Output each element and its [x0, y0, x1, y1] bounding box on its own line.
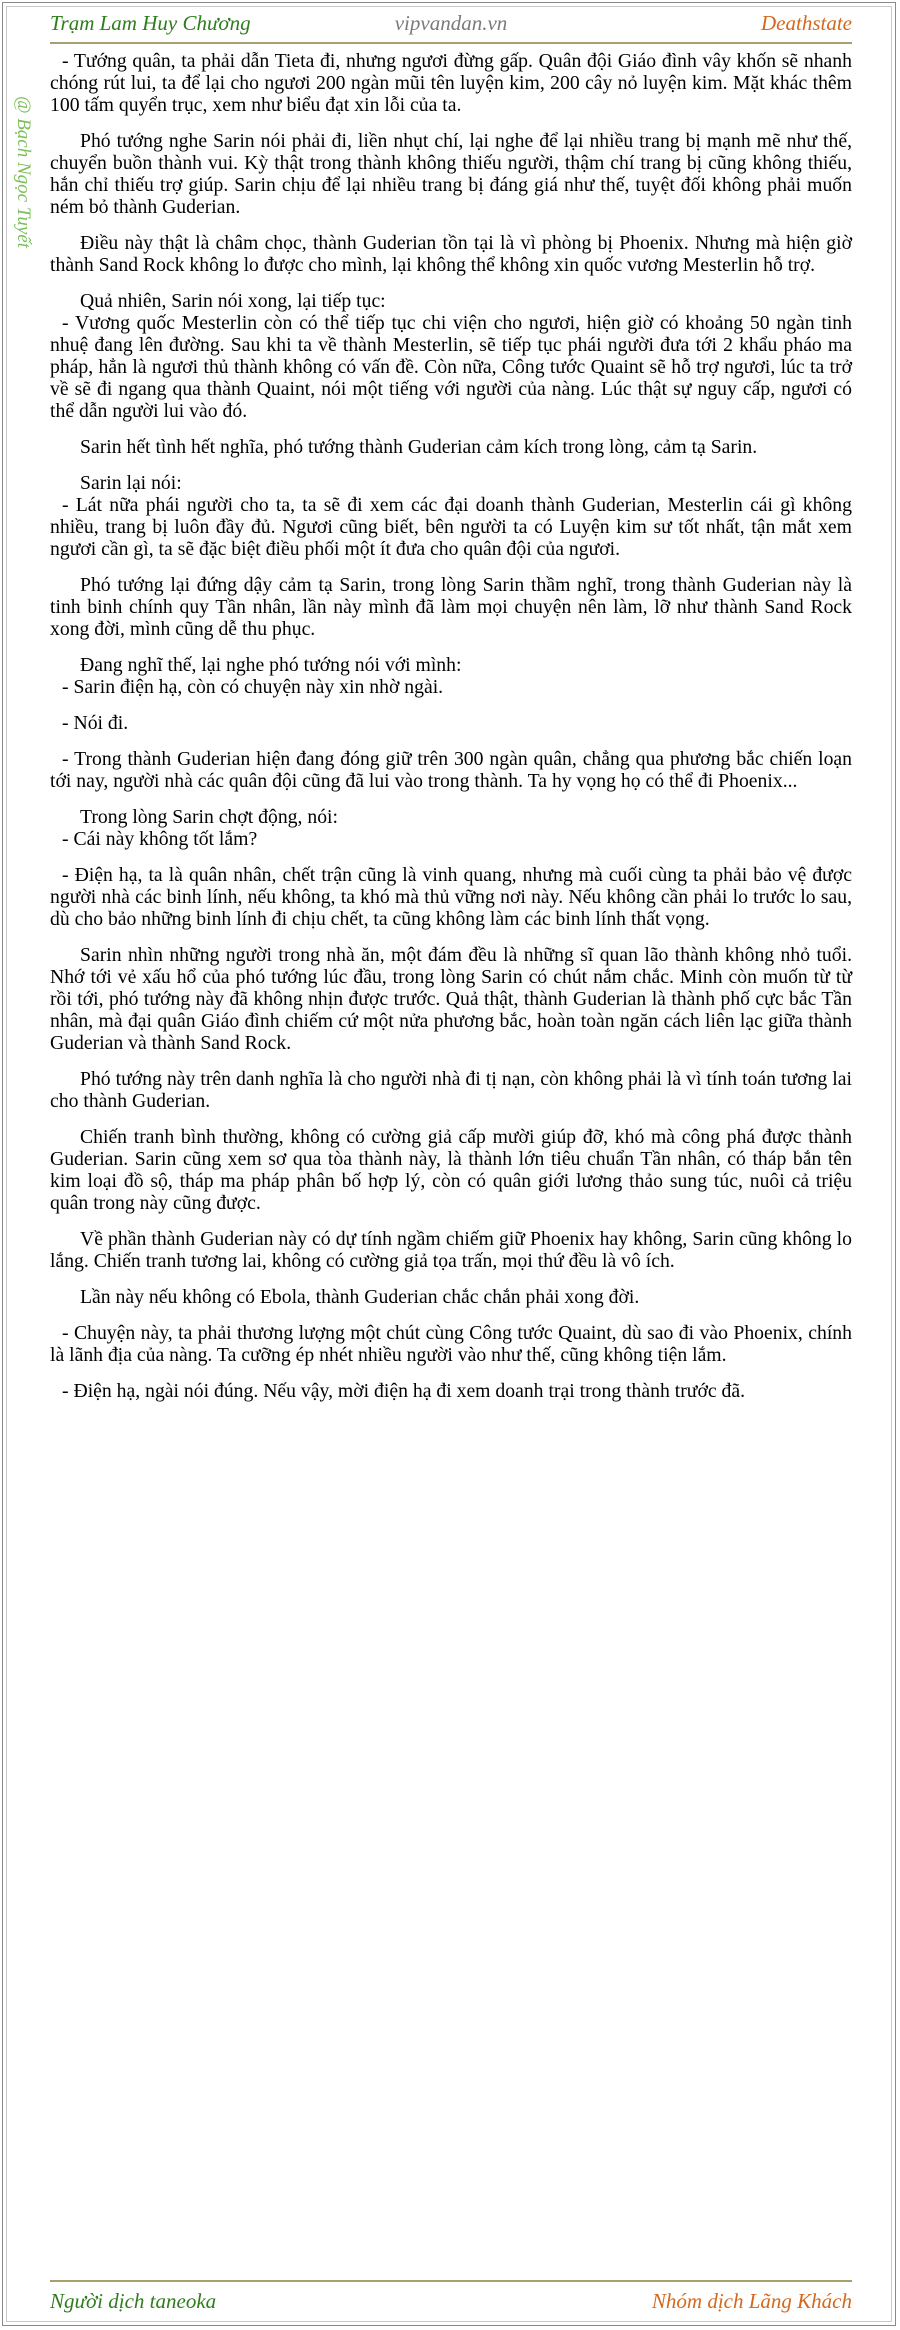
dialogue-paragraph: - Cái này không tốt lắm?	[62, 828, 258, 850]
dialogue-paragraph: - Tướng quân, ta phải dẫn Tieta đi, nhưng ngươi đừng gấp. Quân đội Giáo đình vây khốn sẽ nhanh chóng rút lui, ta để lại cho ngươi 200 ngàn mũi tên luyện kim, 200 cây nỏ luyện kim. Mặt khác thêm 100 tấm quyển trục, xem như biểu đạt xin lỗi của ta.	[50, 50, 852, 116]
narration-paragraph: Trong lòng Sarin chợt động, nói:	[80, 806, 338, 828]
narration-paragraph: Quả nhiên, Sarin nói xong, lại tiếp tục:	[80, 290, 386, 312]
page-header	[50, 8, 852, 38]
dialogue-paragraph: - Điện hạ, ngài nói đúng. Nếu vậy, mời điện hạ đi xem doanh trại trong thành trước đã.	[62, 1380, 746, 1402]
narration-paragraph: Phó tướng nghe Sarin nói phải đi, liền nhụt chí, lại nghe để lại nhiều trang bị mạnh mẽ như thế, chuyển buồn thành vui. Kỳ thật trong thành không thiếu người, thậm chí trang bị cũng không thiếu, hắn chỉ thiếu trợ giúp. Sarin chịu để lại nhiều trang bị đáng giá như thế, tuyệt đối không phải muốn ném bỏ thành Guderian.	[50, 130, 852, 218]
chapter-text	[50, 50, 852, 1416]
header-site: vipvandan.vn	[394, 11, 508, 35]
narration-paragraph: Chiến tranh bình thường, không có cường giả cấp mười giúp đỡ, khó mà công phá được thành Guderian. Sarin cũng xem sơ qua tòa thành này, là thành lớn tiêu chuẩn Tần nhân, có tháp bắn tên kim loại đồ sộ, tháp ma pháp phân bố hợp lý, còn có quân giới lương thảo sung túc, nuôi cả triệu quân trong này cũng được.	[50, 1126, 852, 1214]
dialogue-paragraph: - Nói đi.	[62, 712, 129, 734]
narration-paragraph: Phó tướng lại đứng dậy cảm tạ Sarin, trong lòng Sarin thầm nghĩ, trong thành Guderian này là tinh binh chính quy Tần nhân, lần này mình đã làm mọi chuyện nên làm, lỡ như thành Sand Rock xong đời, mình cũng dễ thu phục.	[50, 574, 852, 640]
watermark-text: @ Bạch Ngọc Tuyết	[13, 95, 34, 249]
narration-paragraph: Phó tướng này trên danh nghĩa là cho người nhà đi tị nạn, còn không phải là vì tính toán tương lai cho thành Guderian.	[50, 1068, 852, 1112]
dialogue-paragraph: - Vương quốc Mesterlin còn có thể tiếp tục chi viện cho ngươi, hiện giờ có khoảng 50 ngàn tinh nhuệ đang lên đường. Sau khi ta về thành Mesterlin, sẽ tiếp tục phái người đưa tới 2 khẩu pháo ma pháp, hẳn là ngươi thủ thành không có vấn đề. Còn nữa, Công tước Quaint sẽ hỗ trợ ngươi, lúc ta trở về sẽ đi ngang qua thành Quaint, nói một tiếng với người của nàng. Lúc thật sự nguy cấp, ngươi có thể dẫn người lui vào đó.	[50, 312, 852, 422]
narration-paragraph: Điều này thật là châm chọc, thành Guderian tồn tại là vì phòng bị Phoenix. Nhưng mà hiện giờ thành Sand Rock không lo được cho mình, lại không thể không xin quốc vương Mesterlin hỗ trợ.	[50, 232, 852, 276]
narration-paragraph: Sarin lại nói:	[80, 472, 182, 494]
narration-paragraph: Đang nghĩ thế, lại nghe phó tướng nói với mình:	[80, 654, 462, 676]
header-author: Trạm Lam Huy Chương	[50, 11, 251, 35]
dialogue-paragraph: - Chuyện này, ta phải thương lượng một chút cùng Công tước Quaint, dù sao đi vào Phoenix, chính là lãnh địa của nàng. Ta cưỡng ép nhét nhiều người vào như thế, cũng không tiện lắm.	[50, 1322, 852, 1366]
footer-divider	[50, 2280, 852, 2282]
narration-paragraph: Lần này nếu không có Ebola, thành Guderian chắc chắn phải xong đời.	[80, 1286, 640, 1308]
dialogue-paragraph: - Sarin điện hạ, còn có chuyện này xin nhờ ngài.	[62, 676, 444, 698]
page-footer	[50, 2286, 852, 2316]
dialogue-paragraph: - Trong thành Guderian hiện đang đóng giữ trên 300 ngàn quân, chẳng qua phương bắc chiến loạn tới nay, người nhà các quân đội cũng đã lui vào trong thành. Ta hy vọng họ có thể đi Phoenix...	[50, 748, 852, 792]
narration-paragraph: Về phần thành Guderian này có dự tính ngầm chiếm giữ Phoenix hay không, Sarin cũng không lo lắng. Chiến tranh tương lai, không có cường giả tọa trấn, mọi thứ đều là vô ích.	[50, 1228, 852, 1272]
dialogue-paragraph: - Điện hạ, ta là quân nhân, chết trận cũng là vinh quang, nhưng mà cuối cùng ta phải bảo vệ được người nhà các binh lính, nếu không, ta khó mà thủ vững nơi này. Nếu không cần phải lo trước lo sau, dù cho bảo những binh lính đi chịu chết, ta cũng không làm các binh lính thất vọng.	[50, 864, 852, 930]
footer-translator: Người dịch taneoka	[50, 2289, 217, 2313]
header-divider	[50, 42, 852, 44]
narration-paragraph: Sarin hết tình hết nghĩa, phó tướng thành Guderian cảm kích trong lòng, cảm tạ Sarin.	[80, 436, 758, 458]
footer-group: Nhóm dịch Lãng Khách	[651, 2289, 852, 2313]
header-book-title: Deathstate	[761, 11, 852, 35]
dialogue-paragraph: - Lát nữa phái người cho ta, ta sẽ đi xem các đại doanh thành Guderian, Mesterlin cái gì không nhiều, trang bị luôn đầy đủ. Ngươi cũng biết, bên người ta có Luyện kim sư tốt nhất, tận mắt xem ngươi cần gì, ta sẽ đặc biệt điều phối một ít đưa cho quân đội của ngươi.	[50, 494, 852, 560]
narration-paragraph: Sarin nhìn những người trong nhà ăn, một đám đều là những sĩ quan lão thành không nhỏ tuổi. Nhớ tới vẻ xấu hổ của phó tướng lúc đầu, trong lòng Sarin có chút nắm chắc. Minh còn muốn từ từ rồi tới, phó tướng này đã không nhịn được trước. Quả thật, thành Guderian là thành phố cực bắc Tần nhân, mà đại quân Giáo đình chiếm cứ một nửa phương bắc, hoàn toàn ngăn cách liên lạc giữa thành Guderian và thành Sand Rock.	[50, 944, 852, 1054]
side-watermark	[8, 52, 38, 292]
